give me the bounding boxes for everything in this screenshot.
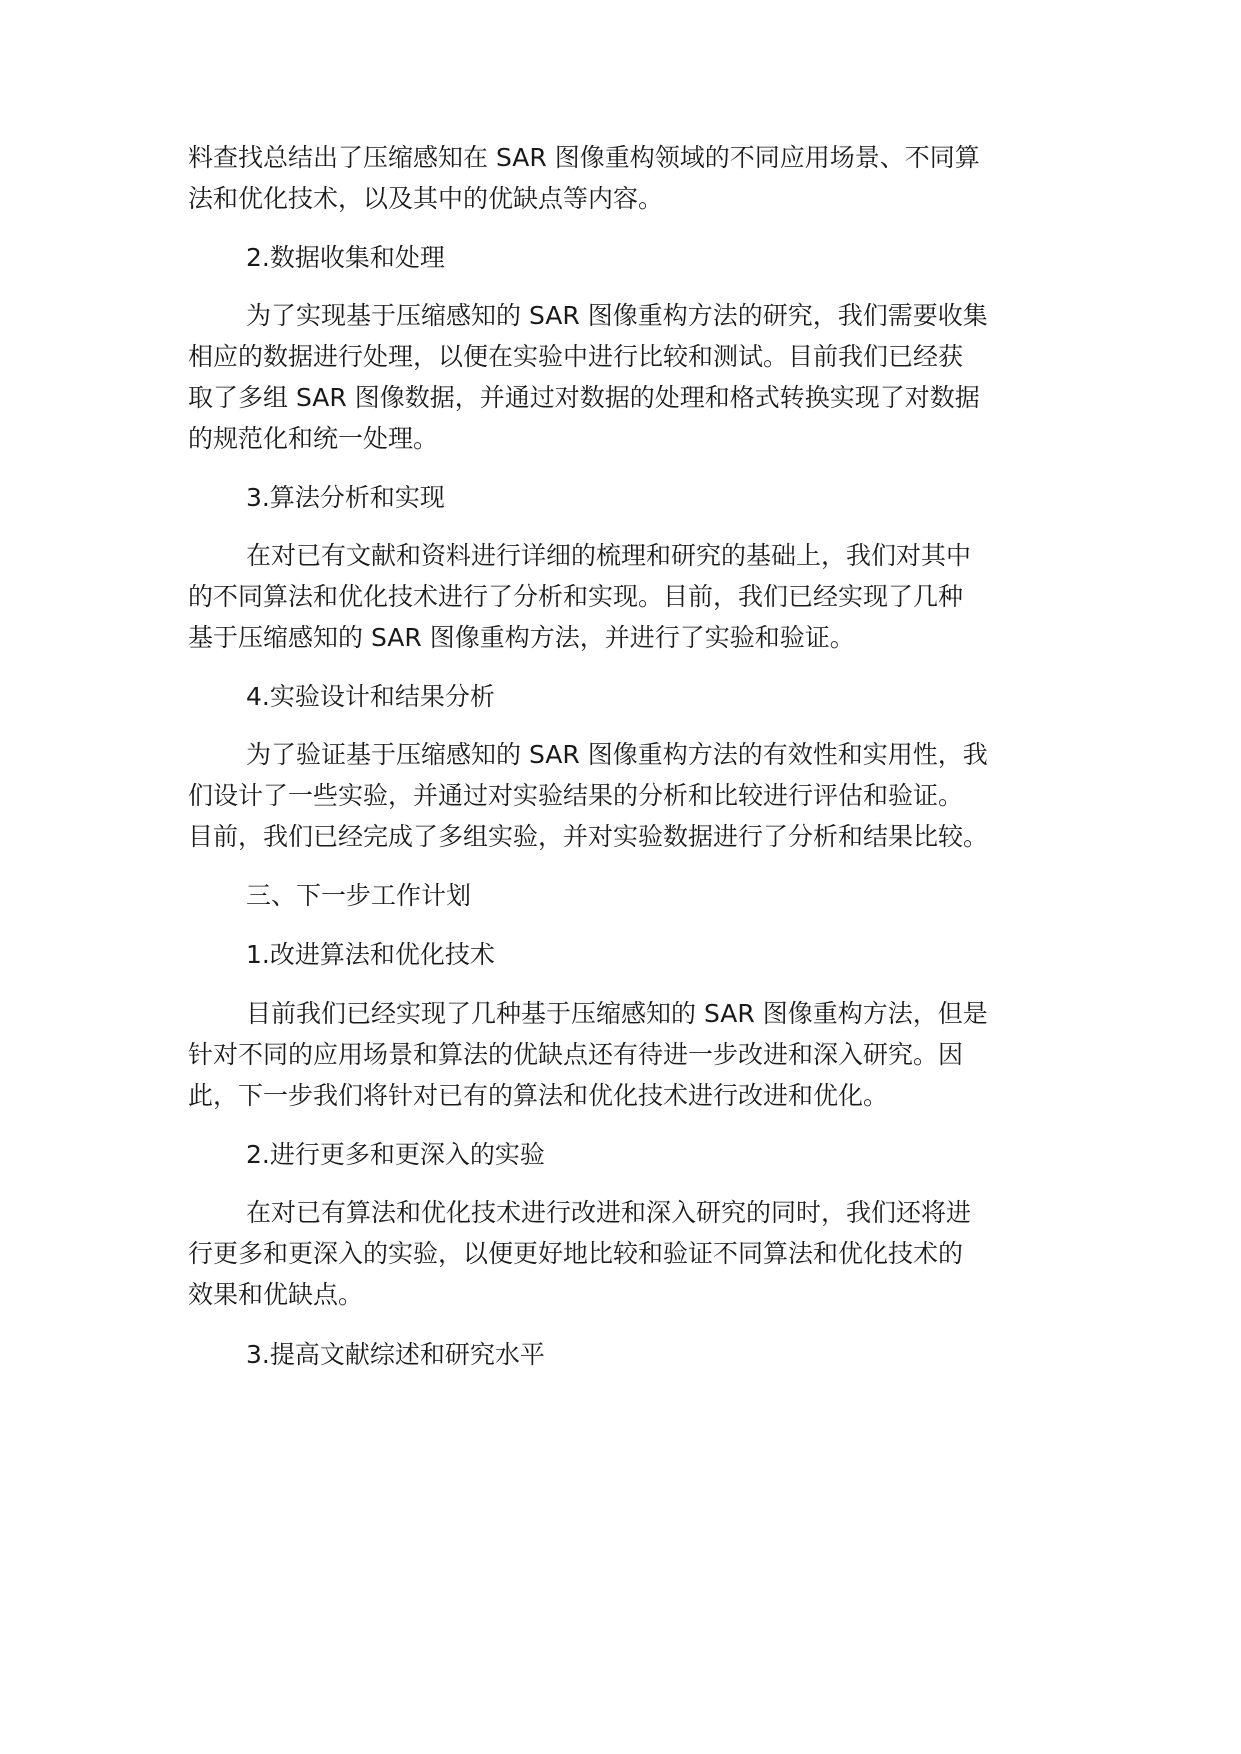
body-text-line: 在对已有算法和优化技术进行改进和深入研究的同时，我们还将进 (246, 1198, 972, 1227)
body-text-line: 目前我们已经实现了几种基于压缩感知的 SAR 图像重构方法，但是 (246, 999, 988, 1028)
body-text-line: 基于压缩感知的 SAR 图像重构方法，并进行了实验和验证。 (188, 623, 855, 652)
body-text-line: 目前，我们已经完成了多组实验，并对实验数据进行了分析和结果比较。 (188, 822, 989, 851)
body-text-line: 相应的数据进行处理，以便在实验中进行比较和测试。目前我们已经获 (188, 342, 964, 371)
body-text-line: 效果和优缺点。 (188, 1280, 364, 1309)
section-heading: 3.算法分析和实现 (246, 483, 445, 512)
section-heading: 1.改进算法和优化技术 (246, 940, 495, 969)
body-text-line: 法和优化技术，以及其中的优缺点等内容。 (188, 184, 664, 213)
body-text-line: 为了实现基于压缩感知的 SAR 图像重构方法的研究，我们需要收集 (246, 301, 988, 330)
section-heading: 4.实验设计和结果分析 (246, 682, 495, 711)
section-heading: 2.数据收集和处理 (246, 243, 445, 272)
body-text-line: 此，下一步我们将针对已有的算法和优化技术进行改进和优化。 (188, 1081, 889, 1110)
body-text-line: 为了验证基于压缩感知的 SAR 图像重构方法的有效性和实用性，我 (246, 740, 988, 769)
body-text-line: 的不同算法和优化技术进行了分析和实现。目前，我们已经实现了几种 (188, 582, 964, 611)
body-text-line: 取了多组 SAR 图像数据，并通过对数据的处理和格式转换实现了对数据 (188, 383, 980, 412)
section-heading: 3.提高文献综述和研究水平 (246, 1340, 545, 1369)
body-text-line: 针对不同的应用场景和算法的优缺点还有待进一步改进和深入研究。因 (188, 1040, 964, 1069)
section-heading: 2.进行更多和更深入的实验 (246, 1140, 545, 1169)
body-text-line: 的规范化和统一处理。 (188, 424, 439, 453)
body-text-line: 料查找总结出了压缩感知在 SAR 图像重构领域的不同应用场景、不同算 (188, 143, 980, 172)
body-text-line: 在对已有文献和资料进行详细的梳理和研究的基础上，我们对其中 (246, 541, 972, 570)
body-text-line: 行更多和更深入的实验，以便更好地比较和验证不同算法和优化技术的 (188, 1239, 964, 1268)
chapter-heading: 三、下一步工作计划 (246, 881, 472, 910)
body-text-line: 们设计了一些实验，并通过对实验结果的分析和比较进行评估和验证。 (188, 781, 964, 810)
